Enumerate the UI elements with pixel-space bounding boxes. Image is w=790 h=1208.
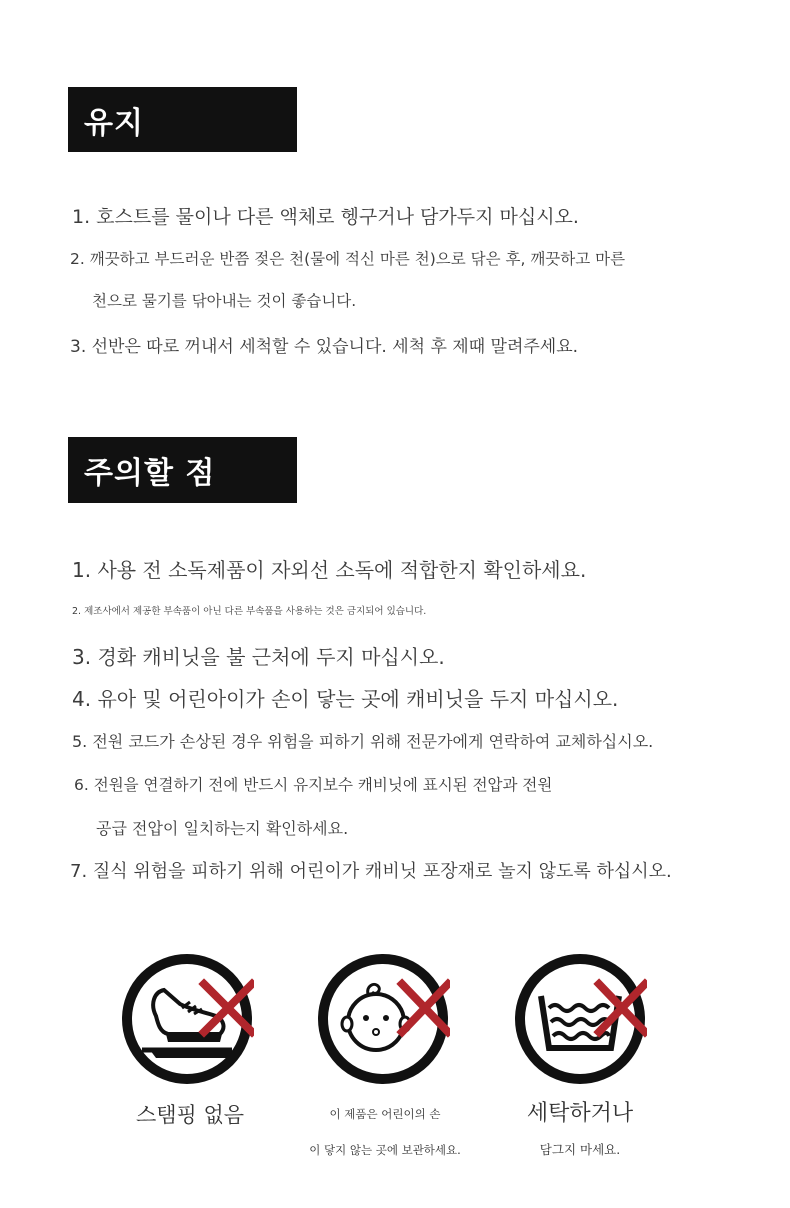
maintenance-title: 유지 <box>84 105 144 141</box>
cautions-title: 주의할 점 <box>84 456 216 491</box>
children-caption-line-2: 이 닿지 않는 곳에 보관하세요. <box>309 1143 461 1157</box>
maintenance-item-2: 2. 깨끗하고 부드러운 반쯤 젖은 천(물에 적신 마른 천)으로 닦은 후, 깨끗하고 마른 <box>70 250 626 268</box>
no-washing-caption-line-1: 세탁하거나 <box>526 1101 634 1126</box>
maintenance-item-1: 1. 호스트를 물이나 다른 액체로 헹구거나 담가두지 마십시오. <box>72 206 579 228</box>
keep-away-from-children-icon <box>316 952 450 1086</box>
caution-item-5: 5. 전원 코드가 손상된 경우 위험을 피하기 위해 전문가에게 연락하여 교체하십시오. <box>72 732 654 751</box>
caution-item-6-cont: 공급 전압이 일치하는지 확인하세요. <box>96 819 349 838</box>
no-washing-icon <box>513 952 647 1086</box>
caution-item-6: 6. 전원을 연결하기 전에 반드시 유지보수 캐비닛에 표시된 전압과 전원 <box>74 776 553 794</box>
children-caption-line-1: 이 제품은 어린이의 손 <box>329 1107 441 1121</box>
no-stepping-caption: 스탬핑 없음 <box>135 1103 245 1127</box>
maintenance-heading <box>68 87 297 152</box>
cautions-heading <box>68 437 297 503</box>
maintenance-item-2-cont: 천으로 물기를 닦아내는 것이 좋습니다. <box>92 292 357 310</box>
caution-item-1: 1. 사용 전 소독제품이 자외선 소독에 적합한지 확인하세요. <box>72 558 587 582</box>
maintenance-item-3: 3. 선반은 따로 꺼내서 세척할 수 있습니다. 세척 후 제때 말려주세요. <box>70 337 579 357</box>
no-stepping-icon <box>120 952 254 1086</box>
caution-item-7: 7. 질식 위험을 피하기 위해 어린이가 캐비닛 포장재로 놀지 않도록 하십시오. <box>70 861 672 882</box>
caution-item-4: 4. 유아 및 어린아이가 손이 닿는 곳에 캐비닛을 두지 마십시오. <box>72 687 619 711</box>
caution-item-2: 2. 제조사에서 제공한 부속품이 아닌 다른 부속품을 사용하는 것은 금지되어 있습니다. <box>72 606 427 617</box>
caution-item-3: 3. 경화 캐비닛을 불 근처에 두지 마십시오. <box>72 645 445 669</box>
no-washing-caption-line-2: 담그지 마세요. <box>539 1142 621 1157</box>
